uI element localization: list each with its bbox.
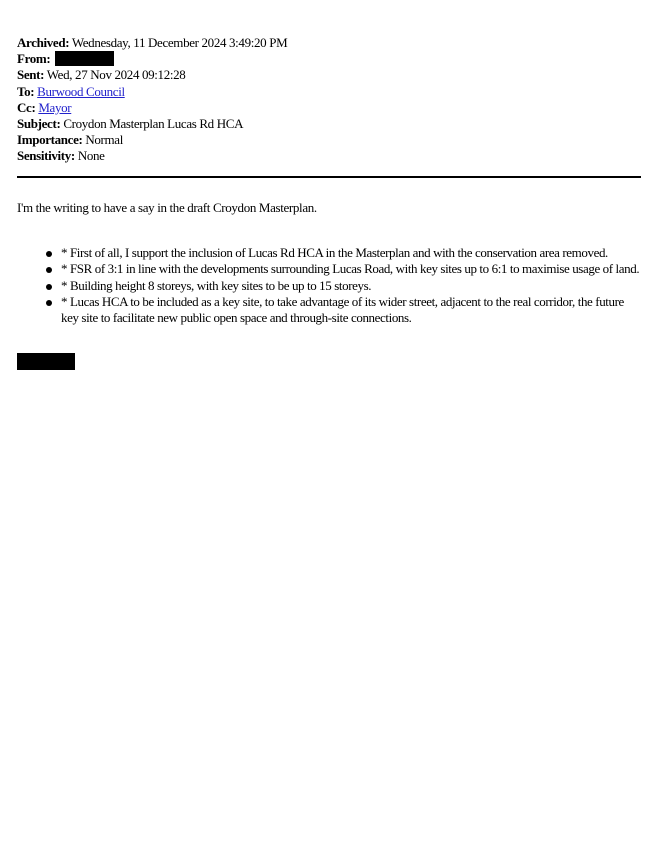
cc-link[interactable]: Mayor: [38, 99, 72, 115]
bullet-dot-icon: [46, 300, 52, 306]
sent-value: Wed, 27 Nov 2024 09:12:28: [44, 67, 186, 83]
header-divider: [17, 176, 641, 178]
sent-row: [17, 67, 641, 83]
list-item-text: * Lucas HCA to be included as a key site, to take advantage of its wider street, adjacent to the real corridor, the future key site to facilitate new public open space and through-site connections.: [61, 293, 624, 326]
bullet-dot-icon: [46, 251, 52, 257]
list-item-text: * Building height 8 storeys, with key sites to be up to 15 storeys.: [61, 277, 372, 293]
signature-redaction: [17, 353, 75, 370]
archived-value: Wednesday, 11 December 2024 3:49:20 PM: [69, 35, 288, 50]
from-label: From:: [17, 51, 51, 67]
list-item: [17, 294, 641, 327]
importance-value: Normal: [82, 132, 123, 148]
subject-label: Subject:: [17, 115, 61, 131]
cc-row: [17, 100, 641, 116]
to-label: To:: [17, 83, 35, 99]
list-item-text: * FSR of 3:1 in line with the developments surrounding Lucas Road, with key sites up to 6:1 to maximise usage of land.: [61, 261, 640, 277]
to-row: [17, 84, 641, 100]
sensitivity-value: None: [74, 148, 105, 164]
list-item-text: * First of all, I support the inclusion of Lucas Rd HCA in the Masterplan and with the conservation area removed.: [61, 245, 608, 260]
bullet-list: [17, 245, 641, 326]
from-redaction: [55, 51, 114, 66]
sensitivity-label: Sensitivity:: [17, 148, 75, 164]
intro-paragraph: I'm the writing to have a say in the draft Croydon Masterplan.: [17, 200, 317, 215]
email-header: [17, 35, 641, 165]
sent-label: Sent:: [17, 67, 45, 83]
list-item: [17, 245, 641, 261]
importance-label: Importance:: [17, 132, 83, 148]
list-item: [17, 278, 641, 294]
bullet-dot-icon: [46, 284, 52, 290]
cc-label: Cc:: [17, 99, 36, 115]
from-row: [17, 51, 641, 67]
archived-label: Archived:: [17, 35, 70, 50]
sensitivity-row: [17, 148, 641, 164]
list-item: [17, 261, 641, 277]
importance-row: [17, 132, 641, 148]
subject-value: Croydon Masterplan Lucas Rd HCA: [60, 115, 244, 131]
subject-row: [17, 116, 641, 132]
bullet-dot-icon: [46, 267, 52, 273]
to-link[interactable]: Burwood Council: [37, 83, 125, 99]
archived-row: [17, 35, 641, 51]
